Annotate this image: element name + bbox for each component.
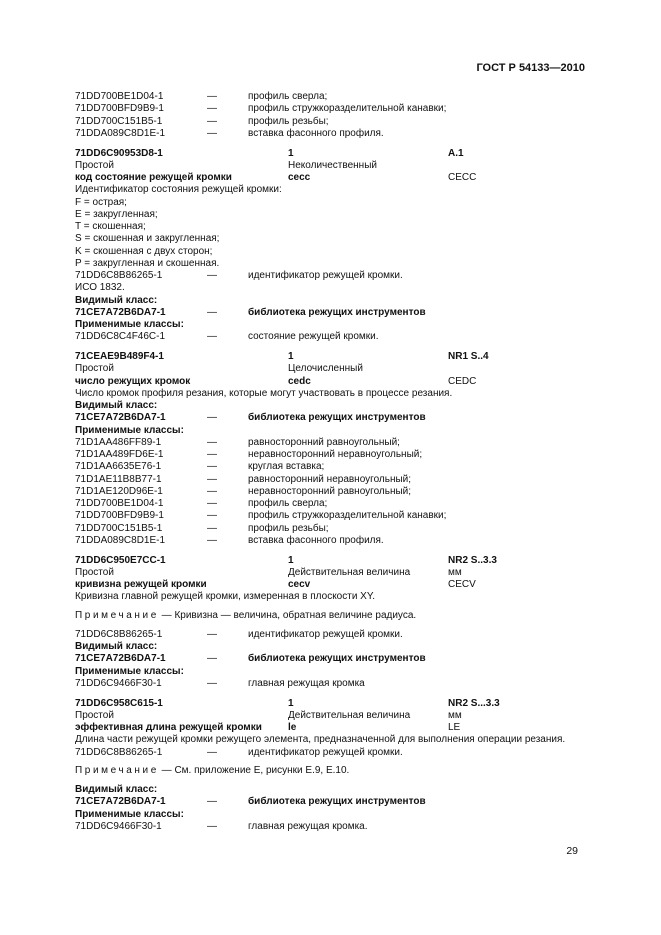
property-entry-cecc: [75, 148, 590, 344]
applicable-class-row: [75, 486, 590, 498]
class-description: вставка фасонного профиля.: [248, 127, 384, 139]
class-description: профиль сверла;: [248, 91, 328, 102]
class-code: 71CE7A72B6DA7-1: [75, 306, 166, 318]
property-symbol: cecc: [288, 172, 311, 183]
applicable-class-row: [75, 678, 590, 690]
class-description: профиль стружкоразделительной канавки;: [248, 103, 447, 115]
property-header-row: [75, 351, 590, 363]
property-definition: Кривизна главной режущей кромки, измеренная в плоскости XY.: [75, 591, 376, 603]
dash: —: [207, 127, 217, 139]
class-code: 71D1AE120D96E-1: [75, 485, 163, 497]
property-id: 71DD6C90953D8-1: [75, 147, 163, 159]
property-entry-cedc: [75, 351, 590, 547]
property-unit: мм: [448, 566, 462, 578]
applicable-classes-label: Применимые классы:: [75, 665, 184, 677]
class-description: профиль резьбы;: [248, 522, 329, 534]
class-description: профиль стружкоразделительной канавки;: [248, 510, 447, 522]
property-symbol: cedc: [288, 375, 311, 387]
applicable-classes-label: Применимые классы:: [75, 808, 184, 820]
dash: —: [207, 91, 217, 102]
property-count: 1: [288, 697, 294, 709]
key-ref-row: [75, 629, 590, 641]
applicable-class-row: [75, 461, 590, 473]
class-description: состояние режущей кромки.: [248, 331, 379, 343]
note: [75, 765, 590, 777]
property-count: 1: [288, 351, 294, 362]
property-type-row: [75, 710, 590, 722]
class-description: главная режущая кромка.: [248, 820, 368, 832]
visible-class-row: [75, 307, 590, 319]
class-description: вставка фасонного профиля.: [248, 534, 384, 546]
class-code: 71D1AE11B8B77-1: [75, 473, 162, 485]
applicable-class-row: [75, 523, 590, 535]
visible-class-row: [75, 412, 590, 424]
property-data-type: Неколичественный: [288, 159, 377, 171]
class-code: 71DD6C8C4F46C-1: [75, 331, 166, 343]
class-code: 71DDA089C8D1E-1: [75, 127, 166, 139]
property-count: 1: [288, 554, 294, 566]
dash: —: [207, 534, 217, 546]
class-ref-row: [75, 91, 590, 103]
visible-class-row: [75, 653, 590, 665]
applicable-class-row: [75, 498, 590, 510]
dash: —: [207, 820, 217, 832]
visible-class-row: [75, 796, 590, 808]
class-code: 71DDA089C8D1E-1: [75, 534, 166, 546]
property-name: код состояние режущей кромки: [75, 172, 232, 183]
class-description: неравносторонний равноугольный;: [248, 485, 412, 497]
class-code: 71DD700BFD9B9-1: [75, 510, 164, 522]
property-name-row: [75, 579, 590, 591]
property-code: CECV: [448, 579, 476, 590]
key-ref-row: [75, 747, 590, 759]
property-name: число режущих кромок: [75, 375, 191, 387]
property-symbol: le: [288, 722, 297, 733]
property-kind: Простой: [75, 363, 114, 375]
dash: —: [207, 653, 217, 665]
class-description: круглая вставка;: [248, 461, 325, 473]
class-code: 71DD6C8B86265-1: [75, 628, 163, 640]
value-item: F = острая;: [75, 196, 127, 208]
applicable-class-row: [75, 510, 590, 522]
class-code: 71D1AA486FF89-1: [75, 436, 162, 448]
dash: —: [207, 461, 217, 473]
value-item: K = скошенная с двух сторон;: [75, 245, 213, 257]
class-code: 71DD6C9466F30-1: [75, 677, 162, 689]
property-entry-le: [75, 698, 590, 834]
class-code: 71D1AA6635E76-1: [75, 461, 162, 473]
property-type-row: [75, 567, 590, 579]
class-ref-row: [75, 116, 590, 128]
class-description: библиотека режущих инструментов: [248, 306, 426, 318]
property-kind: Простой: [75, 159, 114, 171]
property-definition: Идентификатор состояния режущей кромки:: [75, 184, 282, 196]
class-description: идентификатор режущей кромки.: [248, 628, 403, 640]
value-item: S = скошенная и закругленная;: [75, 233, 220, 245]
class-code: 71DD6C8B86265-1: [75, 746, 163, 758]
note-text: — См. приложение Е, рисунки Е.9, Е.10.: [158, 765, 350, 777]
property-header-row: [75, 698, 590, 710]
visible-class-label: Видимый класс:: [75, 784, 158, 795]
dash: —: [207, 115, 217, 127]
class-code: 71DD700BFD9B9-1: [75, 103, 164, 115]
class-description: библиотека режущих инструментов: [248, 796, 426, 808]
property-code: CECC: [448, 172, 477, 183]
class-code: 71DD6C8B86265-1: [75, 270, 163, 281]
note-label: Примечание: [75, 610, 159, 621]
value-item: P = закругленная и скошенная.: [75, 257, 220, 269]
property-reference: NR2 S..3.3: [448, 554, 497, 566]
class-ref-row: [75, 103, 590, 115]
class-code: 71D1AA489FD6E-1: [75, 449, 164, 460]
property-reference: NR1 S..4: [448, 351, 489, 362]
value-item: E = закругленная;: [75, 208, 158, 220]
dash: —: [207, 628, 217, 640]
class-description: главная режущая кромка: [248, 677, 365, 689]
class-ref-row: [75, 128, 590, 140]
class-description: идентификатор режущей кромки.: [248, 746, 403, 758]
property-definition: Число кромок профиля резания, которые могут участвовать в процессе резания.: [75, 387, 453, 399]
page-number: 29: [566, 845, 578, 857]
property-name-row: [75, 722, 590, 734]
class-code: 71CE7A72B6DA7-1: [75, 653, 166, 665]
property-code: LE: [448, 722, 461, 733]
property-id: 71DD6C950E7CC-1: [75, 554, 166, 566]
property-kind: Простой: [75, 709, 114, 721]
property-id: 71DD6C958C615-1: [75, 697, 163, 709]
applicable-class-row: [75, 449, 590, 461]
class-code: 71DD700C151B5-1: [75, 115, 163, 127]
dash: —: [207, 510, 217, 522]
applicable-classes-label: Применимые классы:: [75, 319, 184, 330]
applicable-class-row: [75, 535, 590, 547]
property-header-row: [75, 555, 590, 567]
visible-class-label: Видимый класс:: [75, 400, 158, 411]
standard-designation: ГОСТ Р 54133—2010: [476, 62, 585, 74]
dash: —: [207, 522, 217, 534]
class-description: библиотека режущих инструментов: [248, 653, 426, 665]
class-code: 71DD700C151B5-1: [75, 522, 163, 534]
property-id: 71CEAE9B489F4-1: [75, 351, 164, 362]
dash: —: [207, 412, 217, 424]
property-data-type: Целочисленный: [288, 363, 363, 375]
applicable-classes-label: Применимые классы:: [75, 424, 184, 436]
dash: —: [207, 270, 217, 281]
key-ref-row: [75, 270, 590, 282]
property-type-row: [75, 363, 590, 375]
property-name: кривизна режущей кромки: [75, 579, 207, 590]
applicable-class-row: [75, 331, 590, 343]
dash: —: [207, 331, 217, 343]
applicable-class-row: [75, 437, 590, 449]
class-code: 71DD700BE1D04-1: [75, 498, 164, 509]
dash: —: [207, 103, 217, 115]
property-data-type: Действительная величина: [288, 566, 411, 578]
property-type-row: [75, 160, 590, 172]
note: [75, 610, 590, 622]
class-description: профиль сверла;: [248, 498, 328, 509]
property-reference: NR2 S...3.3: [448, 697, 500, 709]
visible-class-label: Видимый класс:: [75, 294, 158, 306]
class-code: 71CE7A72B6DA7-1: [75, 412, 166, 424]
continued-applicable-classes: [75, 91, 590, 140]
dash: —: [207, 677, 217, 689]
dash: —: [207, 498, 217, 509]
applicable-class-row: [75, 474, 590, 486]
class-description: профиль резьбы;: [248, 115, 329, 127]
property-code: CEDC: [448, 375, 477, 387]
class-code: 71DD700BE1D04-1: [75, 91, 164, 102]
property-name-row: [75, 376, 590, 388]
source-reference: ИСО 1832.: [75, 282, 125, 294]
property-symbol: cecv: [288, 579, 311, 590]
dash: —: [207, 436, 217, 448]
dash: —: [207, 746, 217, 758]
applicable-class-row: [75, 821, 590, 833]
visible-class-label: Видимый класс:: [75, 641, 158, 652]
class-description: идентификатор режущей кромки.: [248, 270, 403, 281]
class-description: библиотека режущих инструментов: [248, 412, 426, 424]
class-description: равносторонний равноугольный;: [248, 436, 400, 448]
class-code: 71CE7A72B6DA7-1: [75, 796, 166, 808]
dash: —: [207, 473, 217, 485]
dash: —: [207, 306, 217, 318]
note-label: Примечание: [75, 765, 159, 777]
property-count: 1: [288, 147, 294, 159]
class-code: 71DD6C9466F30-1: [75, 820, 162, 832]
dash: —: [207, 449, 217, 460]
note-text: — Кривизна — величина, обратная величине радиуса.: [158, 610, 417, 621]
property-unit: мм: [448, 709, 462, 721]
property-name: эффективная длина режущей кромки: [75, 722, 262, 733]
page-content: [75, 91, 590, 833]
value-item: T = скошенная;: [75, 221, 146, 232]
property-kind: Простой: [75, 566, 114, 578]
property-reference: A.1: [448, 147, 464, 159]
property-data-type: Действительная величина: [288, 709, 411, 721]
class-description: неравносторонний неравноугольный;: [248, 449, 423, 460]
property-name-row: [75, 172, 590, 184]
property-entry-cecv: [75, 555, 590, 691]
dash: —: [207, 796, 217, 808]
property-definition: Длина части режущей кромки режущего элемента, предназначенной для выполнения операции резания.: [75, 734, 566, 746]
class-description: равносторонний неравноугольный;: [248, 473, 412, 485]
dash: —: [207, 485, 217, 497]
property-header-row: [75, 148, 590, 160]
